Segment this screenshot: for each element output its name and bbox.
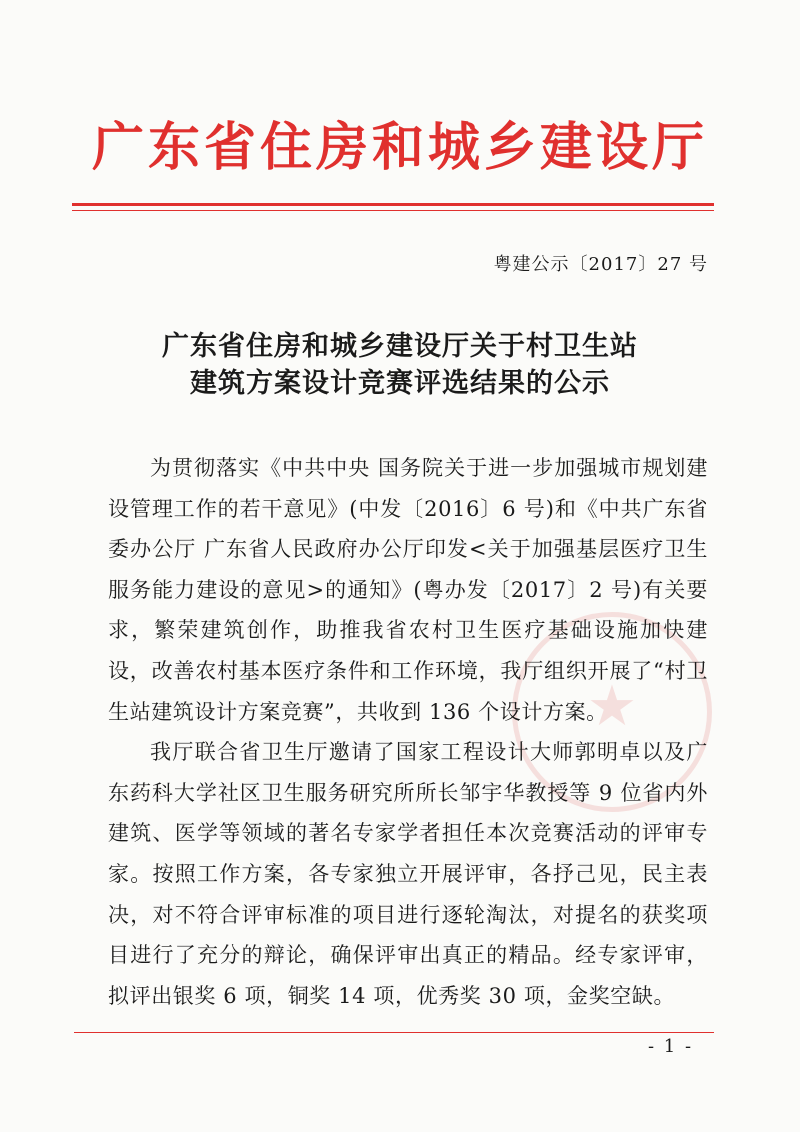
body-paragraph-1: 为贯彻落实《中共中央 国务院关于进一步加强城市规划建设管理工作的若干意见》(中发〔2016〕6 号)和《中共广东省委办公厅 广东省人民政府办公厅印发<关于加强基层医疗卫生服务能力建设的意见>的通知》(粤办发〔2017〕2 号)有关要求，繁荣建筑创作，助推我省农村卫生医疗基础设施加快建设，改善农村基本医疗条件和工作环境，我厅组织开展了“村卫生站建筑设计方案竞赛”，共收到 136 个设计方案。: [108, 456, 708, 724]
document-title-line-1: 广东省住房和城乡建设厅关于村卫生站: [162, 331, 638, 362]
footer-divider: [74, 1032, 714, 1033]
letterhead-divider-thin: [72, 210, 714, 211]
page-number: - 1 -: [648, 1036, 694, 1057]
document-number: 粤建公示〔2017〕27 号: [493, 254, 708, 275]
document-title: [0, 328, 800, 402]
body-paragraph-2: 我厅联合省卫生厅邀请了国家工程设计大师郭明卓以及广东药科大学社区卫生服务研究所所长邹宇华教授等 9 位省内外建筑、医学等领域的著名专家学者担任本次竞赛活动的评审专家。按照工作方案，各专家独立开展评审，各抒己见，民主表决，对不符合评审标准的项目进行逐轮淘汰，对提名的获奖项目进行了充分的辩论，确保评审出真正的精品。经专家评审，拟评出银奖 6 项，铜奖 14 项，优秀奖 30 项，金奖空缺。: [108, 740, 708, 1008]
document-body: [108, 448, 708, 1016]
document-title-line-2: 建筑方案设计竞赛评选结果的公示: [190, 368, 610, 399]
letterhead-title: 广东省住房和城乡建设厅: [91, 117, 708, 178]
seal-star-icon: ★: [586, 674, 638, 739]
letterhead-divider-thick: [72, 203, 714, 206]
